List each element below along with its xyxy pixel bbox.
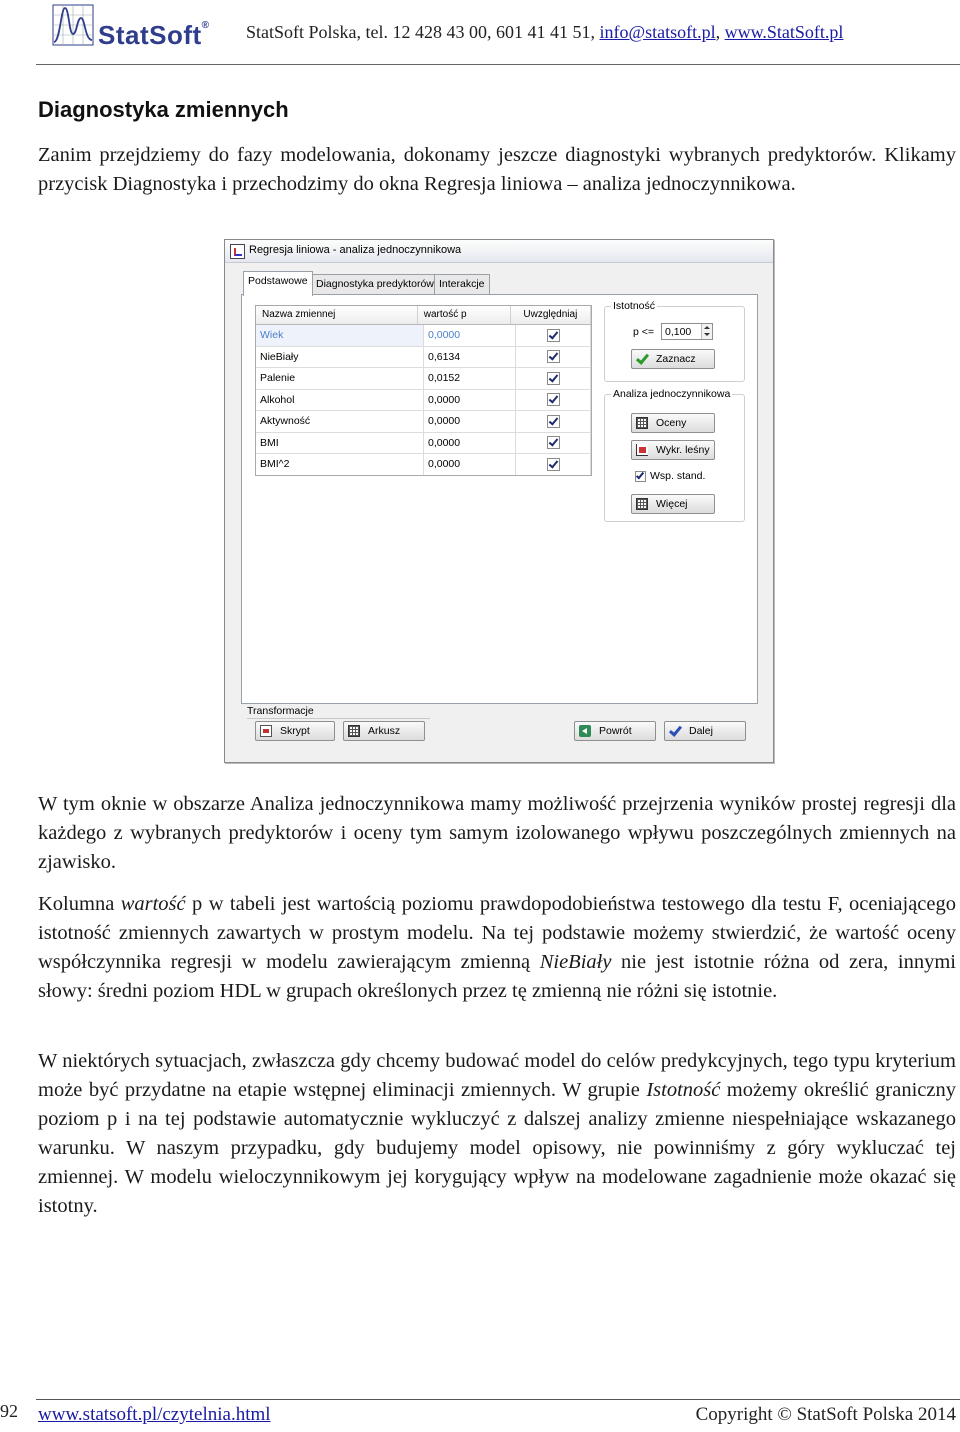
row-p-value: 0,0000 [424,411,516,432]
checkbox-icon[interactable] [635,471,646,482]
check-icon [669,725,681,737]
dalej-button[interactable]: Dalej [664,721,746,741]
row-name: Aktywność [256,411,424,432]
include-checkbox[interactable] [547,436,560,449]
include-checkbox[interactable] [547,350,560,363]
row-name: Alkohol [256,390,424,411]
regression-dialog [224,239,774,763]
chart-icon [636,444,648,456]
row-include-cell [516,368,591,389]
table-row[interactable] [256,411,591,433]
row-include-cell [516,325,591,346]
row-p-value: 0,0000 [424,454,516,475]
row-include-cell [516,411,591,432]
row-p-value: 0,0000 [424,433,516,454]
check-icon [636,353,648,365]
arkusz-button[interactable]: Arkusz [343,721,425,741]
page-header [0,0,960,64]
paragraph-intro: Zanim przejdziemy do fazy modelowania, dokonamy jeszcze diagnostyki wybranych predyktorów. Klikamy przycisk Diagnostyka i przechodzimy do okna Regresja liniowa – analiza jednoczynnikowa. [38,144,956,195]
table-row[interactable] [256,454,591,475]
row-p-value: 0,0152 [424,368,516,389]
row-include-cell [516,433,591,454]
table-row[interactable] [256,347,591,369]
header-website-link[interactable]: www.StatSoft.pl [724,22,844,42]
header-divider [36,64,960,65]
tab-panel [241,294,758,704]
univariate-analysis-group [604,388,745,522]
header-separator: , [715,22,725,42]
emphasis-wartosc: wartość [120,893,186,915]
header-email-link[interactable]: info@statsoft.pl [599,22,716,42]
skrypt-button[interactable]: Skrypt [255,721,335,741]
spinner-arrows-icon[interactable] [701,324,712,339]
row-include-cell [516,347,591,368]
emphasis-istotnosc: Istotność [646,1079,721,1101]
tab-diagnostyka-predyktorow[interactable]: Diagnostyka predyktorów [311,274,439,295]
paragraph-p-value: Kolumna wartość p w tabeli jest wartością poziomu prawdopodobieństwa testowego dla testu F, oceniającego istotność zmiennych zawartych w prostym modelu. Na tej podstawie możemy stwierdzić, że wartość oceny współczynnika regresji w modelu zawierającym zmienną NieBiały nie jest istotnie różna od zera, innymi słowy: średni poziom HDL w grupach określonych przez tę zmienną nie różni się istotnie. [38,893,957,1002]
significance-group [604,300,745,382]
tab-interakcje[interactable]: Interakcje [434,274,490,295]
col-header-include[interactable]: Uwzględniaj [511,306,591,324]
footer-link[interactable]: www.statsoft.pl/czytelnia.html [38,1404,271,1425]
header-contact [246,22,843,43]
footer-copyright: Copyright © StatSoft Polska 2014 [695,1404,956,1425]
row-name: Wiek [256,325,424,346]
grid-header [256,306,591,325]
back-arrow-icon [579,725,591,737]
col-header-p[interactable]: wartość p [418,306,511,324]
p-threshold-spinner[interactable] [661,323,713,340]
emphasis-niebialy: NieBiały [539,951,612,973]
logo-chart-icon [52,4,96,48]
section-title: Diagnostyka zmiennych [38,97,289,122]
wiecej-button[interactable]: Więcej [631,494,715,514]
univariate-group-label: Analiza jednoczynnikowa [613,388,731,400]
row-include-cell [516,454,591,475]
table-row[interactable] [256,368,591,390]
row-p-value: 0,6134 [424,347,516,368]
row-name: BMI [256,433,424,454]
significance-group-label: Istotność [613,300,656,312]
zaznacz-button[interactable]: Zaznacz [631,349,715,369]
dialog-titlebar [225,240,773,263]
include-checkbox[interactable] [547,372,560,385]
transformations-divider [247,718,430,719]
script-icon [260,725,272,737]
row-p-value: 0,0000 [424,325,516,346]
col-header-name[interactable]: Nazwa zmiennej [256,306,418,324]
oceny-button[interactable]: Oceny [631,413,715,433]
include-checkbox[interactable] [547,458,560,471]
table-row[interactable] [256,325,591,347]
page-number: 92 [0,1401,18,1421]
table-icon [636,417,648,429]
include-checkbox[interactable] [547,329,560,342]
app-icon [230,244,245,259]
table-row[interactable] [256,433,591,455]
standardized-coef-checkbox[interactable] [635,470,705,482]
tab-podstawowe[interactable]: Podstawowe [243,271,313,296]
header-contact-text: StatSoft Polska, tel. 12 428 43 00, 601 41 41 51, [246,22,600,42]
paragraph-analysis: W tym oknie w obszarze Analiza jednoczynnikowa mamy możliwość przejrzenia wyników prostej regresji dla każdego z wybranych predyktorów i oceny tym samym izolowanego wpływu poszczególnych zmiennych na zjawisko. [38,793,956,873]
row-name: Palenie [256,368,424,389]
footer-divider [36,1399,960,1400]
table-row[interactable] [256,390,591,412]
p-threshold-value: 0,100 [665,326,692,338]
logo-text: StatSoft® [98,20,210,50]
row-name: NieBiały [256,347,424,368]
table-icon [636,498,648,510]
row-p-value: 0,0000 [424,390,516,411]
row-name: BMI^2 [256,454,424,475]
powrot-button[interactable]: Powrót [574,721,656,741]
standardized-coef-label: Wsp. stand. [650,470,706,482]
transformations-label: Transformacje [247,705,314,717]
paragraph-significance: W niektórych sytuacjach, zwłaszcza gdy chcemy budować model do celów predykcyjnych, tego typu kryterium może być przydatne na etapie wstępnej eliminacji zmiennych. W grupie Istotność możemy określić graniczny poziom p i na tej podstawie automatycznie wykluczyć z dalszej analizy zmienne niespełniające wskazanego warunku. W naszym przypadku, gdy budujemy model opisowy, nie powinniśmy z góry wykluczać tej zmiennej. W modelu wieloczynnikowym jej korygujący wpływ na modelowane zagadnienie może okazać się istotny. [38,1050,956,1217]
dialog-title: Regresja liniowa - analiza jednoczynnikowa [249,244,462,256]
include-checkbox[interactable] [547,393,560,406]
row-include-cell [516,390,591,411]
include-checkbox[interactable] [547,415,560,428]
statsoft-logo [52,4,230,48]
spreadsheet-icon [348,725,360,737]
variables-grid [255,305,592,476]
p-threshold-label: p <= [633,326,655,338]
wykres-lesny-button[interactable]: Wykr. leśny [631,440,715,460]
